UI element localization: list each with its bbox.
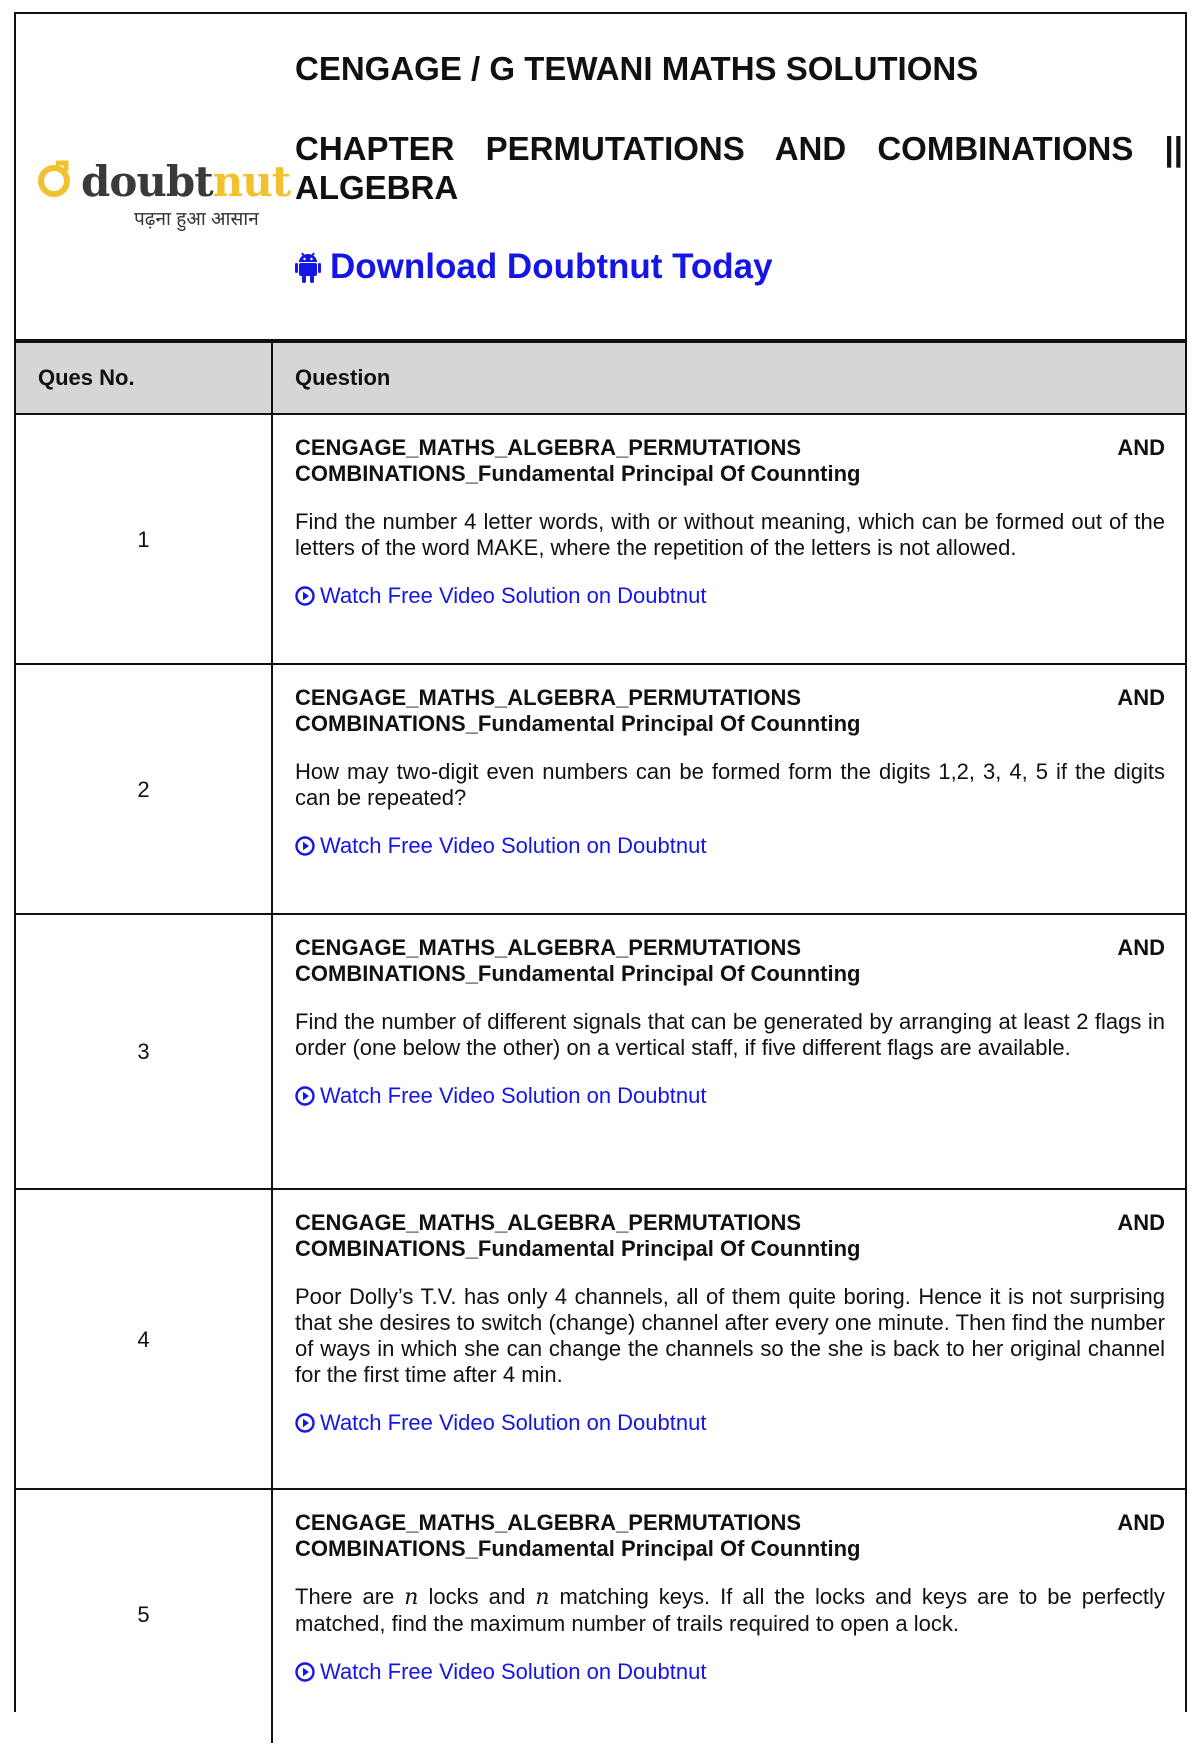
logo-tagline: पढ़ना हुआ आसान <box>134 209 259 230</box>
column-header-question: Question <box>295 365 391 390</box>
table-row <box>16 665 1185 915</box>
logo-wordmark: doubtnut <box>81 157 291 206</box>
question-cell <box>295 435 1165 611</box>
question-text: Find the number 4 letter words, with or without meaning, which can be formed out of the letters of the word MAKE, where the repetition of the letters is not allowed. <box>295 509 1165 560</box>
table-row <box>16 1490 1185 1750</box>
play-circle-icon <box>295 1662 315 1682</box>
question-text: How may two-digit even numbers can be formed form the digits 1,2, 3, 4, 5 if the digits can be repeated? <box>295 759 1165 810</box>
table-row <box>16 1190 1185 1490</box>
question-tag: CENGAGE_MATHS_ALGEBRA_PERMUTATIONS AND COMBINATIONS_Fundamental Principal Of Counnting <box>295 685 1165 736</box>
question-text: There are n locks and n matching keys. If all the locks and keys are to be perfectly matched, find the maximum number of trails required to open a lock. <box>295 1584 1165 1636</box>
column-header-ques-no: Ques No. <box>38 365 135 390</box>
question-cell <box>295 685 1165 861</box>
question-text: Find the number of different signals that can be generated by arranging at least 2 flags in order (one below the other) on a vertical staff, if five different flags are available. <box>295 1009 1165 1060</box>
question-tag: CENGAGE_MATHS_ALGEBRA_PERMUTATIONS AND COMBINATIONS_Fundamental Principal Of Counnting <box>295 935 1165 986</box>
watch-video-link[interactable]: Watch Free Video Solution on Doubtnut <box>295 1083 706 1109</box>
math-variable: n <box>404 1585 419 1610</box>
question-tag: CENGAGE_MATHS_ALGEBRA_PERMUTATIONS AND COMBINATIONS_Fundamental Principal Of Counnting <box>295 1210 1165 1261</box>
question-tag: CENGAGE_MATHS_ALGEBRA_PERMUTATIONS AND COMBINATIONS_Fundamental Principal Of Counnting <box>295 435 1165 486</box>
watch-video-link[interactable]: Watch Free Video Solution on Doubtnut <box>295 1410 706 1436</box>
watch-video-link[interactable]: Watch Free Video Solution on Doubtnut <box>295 1659 706 1685</box>
column-divider <box>271 343 273 1743</box>
table-row <box>16 915 1185 1190</box>
math-variable: n <box>535 1585 550 1610</box>
download-label: Download Doubtnut Today <box>330 247 773 286</box>
table-header-row <box>16 343 1185 415</box>
question-number: 3 <box>137 1039 150 1064</box>
question-tag: CENGAGE_MATHS_ALGEBRA_PERMUTATIONS AND COMBINATIONS_Fundamental Principal Of Counnting <box>295 1510 1165 1561</box>
question-number: 5 <box>137 1602 150 1627</box>
play-circle-icon <box>295 1086 315 1106</box>
document-page <box>14 12 1187 1712</box>
chapter-title-line1: CHAPTER PERMUTATIONS AND COMBINATIONS || <box>295 130 1183 167</box>
book-title: CENGAGE / G TEWANI MATHS SOLUTIONS <box>295 50 979 87</box>
question-cell <box>295 1510 1165 1687</box>
download-doubtnut-link[interactable] <box>295 247 773 287</box>
question-number: 2 <box>137 777 150 802</box>
question-cell <box>295 1210 1165 1438</box>
play-circle-icon <box>295 586 315 606</box>
page-header <box>16 14 1185 341</box>
table-row <box>16 415 1185 665</box>
doubtnut-logo[interactable] <box>36 139 291 230</box>
watch-video-link[interactable]: Watch Free Video Solution on Doubtnut <box>295 583 706 609</box>
doubtnut-logo-mark-icon <box>36 159 76 199</box>
question-number: 4 <box>137 1327 150 1352</box>
play-circle-icon <box>295 836 315 856</box>
play-circle-icon <box>295 1413 315 1433</box>
android-icon <box>295 251 321 283</box>
question-number: 1 <box>137 527 150 552</box>
watch-video-link[interactable]: Watch Free Video Solution on Doubtnut <box>295 833 706 859</box>
chapter-title-line2: ALGEBRA <box>295 169 459 206</box>
question-cell <box>295 935 1165 1111</box>
question-text: Poor Dolly’s T.V. has only 4 channels, all of them quite boring. Hence it is not surprising that she desires to switch (change) channel after every one minute. Then find the number of ways in which she can change the channels so the she is back to her original channel for the first time after 4 min. <box>295 1284 1165 1387</box>
